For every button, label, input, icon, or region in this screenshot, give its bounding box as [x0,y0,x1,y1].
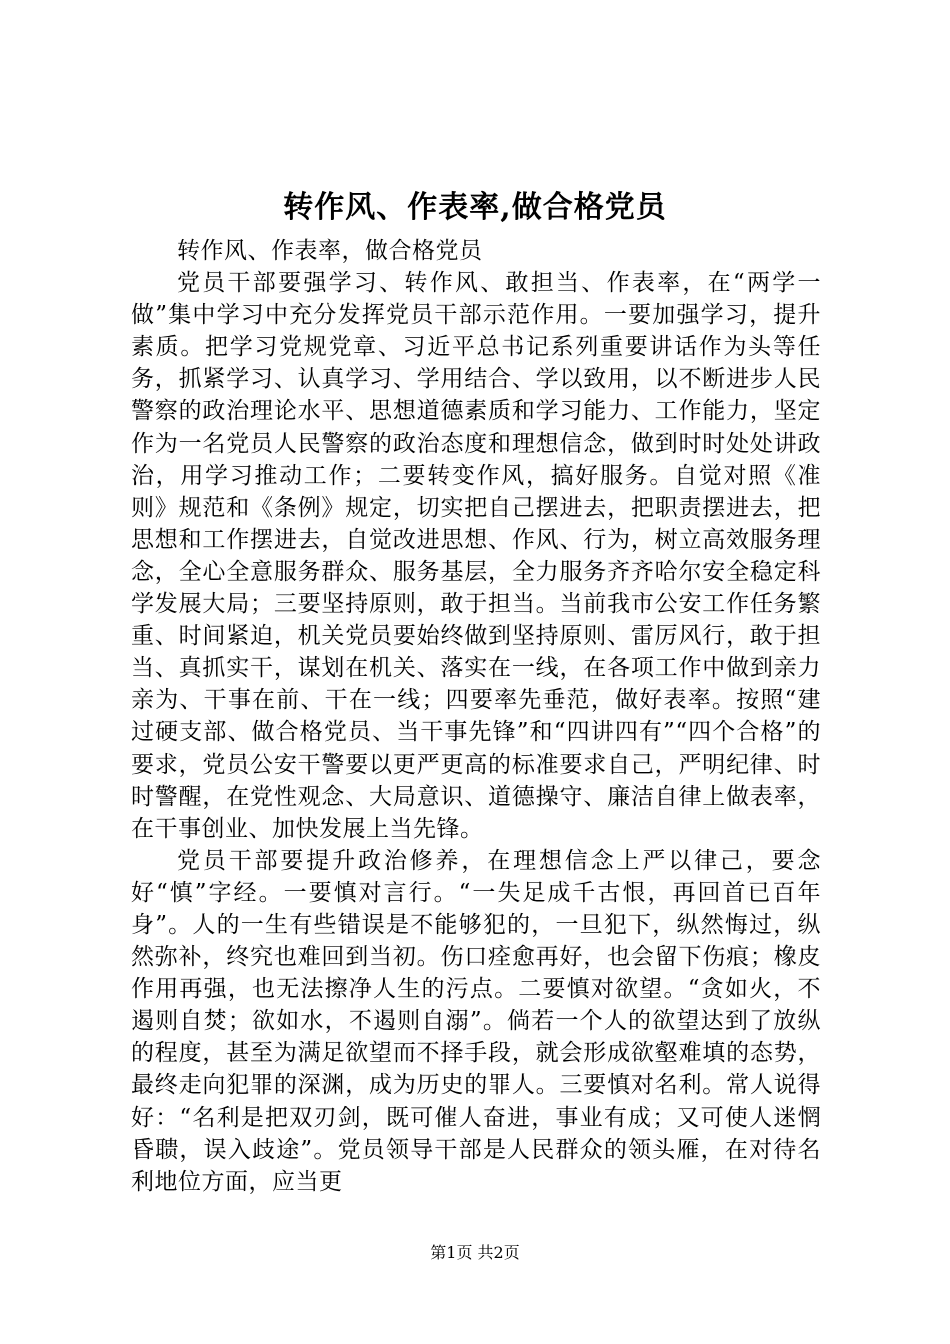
document-body [131,235,821,1198]
body-paragraph-subtitle: 转作风、作表率，做合格党员 [177,238,483,264]
document-title: 转作风、作表率,做合格党员 [283,190,667,225]
body-paragraph: 党员干部要强学习、转作风、敢担当、作表率，在“两学一做”集中学习中充分发挥党员干部示范作用。一要加强学习，提升素质。把学习党规党章、习近平总书记系列重要讲话作为头等任务，抓紧学习、认真学习、学用结合、学以致用，以不断进步人民警察的政治理论水平、思想道德素质和学习能力、工作能力，坚定作为一名党员人民警察的政治态度和理想信念，做到时时处处讲政治，用学习推动工作；二要转变作风，搞好服务。自觉对照《准则》规范和《条例》规定，切实把自己摆进去，把职责摆进去，把思想和工作摆进去，自觉改进思想、作风、行为，树立高效服务理念，全心全意服务群众、服务基层，全力服务齐齐哈尔安全稳定科学发展大局；三要坚持原则，敢于担当。当前我市公安工作任务繁重、时间紧迫，机关党员要始终做到坚持原则、雷厉风行，敢于担当、真抓实干，谋划在机关、落实在一线，在各项工作中做到亲力亲为、干事在前、干在一线；四要率先垂范，做好表率。按照“建过硬支部、做合格党员、当干事先锋”和“四讲四有”“四个合格”的要求，党员公安干警要以更严更高的标准要求自己，严明纪律、时时警醒，在党性观念、大局意识、道德操守、廉洁自律上做表率，在干事创业、加快发展上当先锋。 [131,270,821,842]
body-paragraph: 党员干部要提升政治修养，在理想信念上严以律己，要念好“慎”字经。一要慎对言行。“一失足成千古恨，再回首已百年身”。人的一生有些错误是不能够犯的，一旦犯下，纵然悔过，纵然弥补，终究也难回到当初。伤口痊愈再好，也会留下伤痕；橡皮作用再强，也无法擦净人生的污点。二要慎对欲望。“贪如火，不遏则自焚；欲如水，不遏则自溺”。倘若一个人的欲望达到了放纵的程度，甚至为满足欲望而不择手段，就会形成欲壑难填的态势，最终走向犯罪的深渊，成为历史的罪人。三要慎对名利。常人说得好：“名利是把双刃剑，既可催人奋进，事业有成；又可使人迷惘昏聩，误入歧途”。党员领导干部是人民群众的领头雁，在对待名利地位方面，应当更 [131,847,821,1195]
page-number-footer: 第1页 共2页 [430,1243,520,1262]
